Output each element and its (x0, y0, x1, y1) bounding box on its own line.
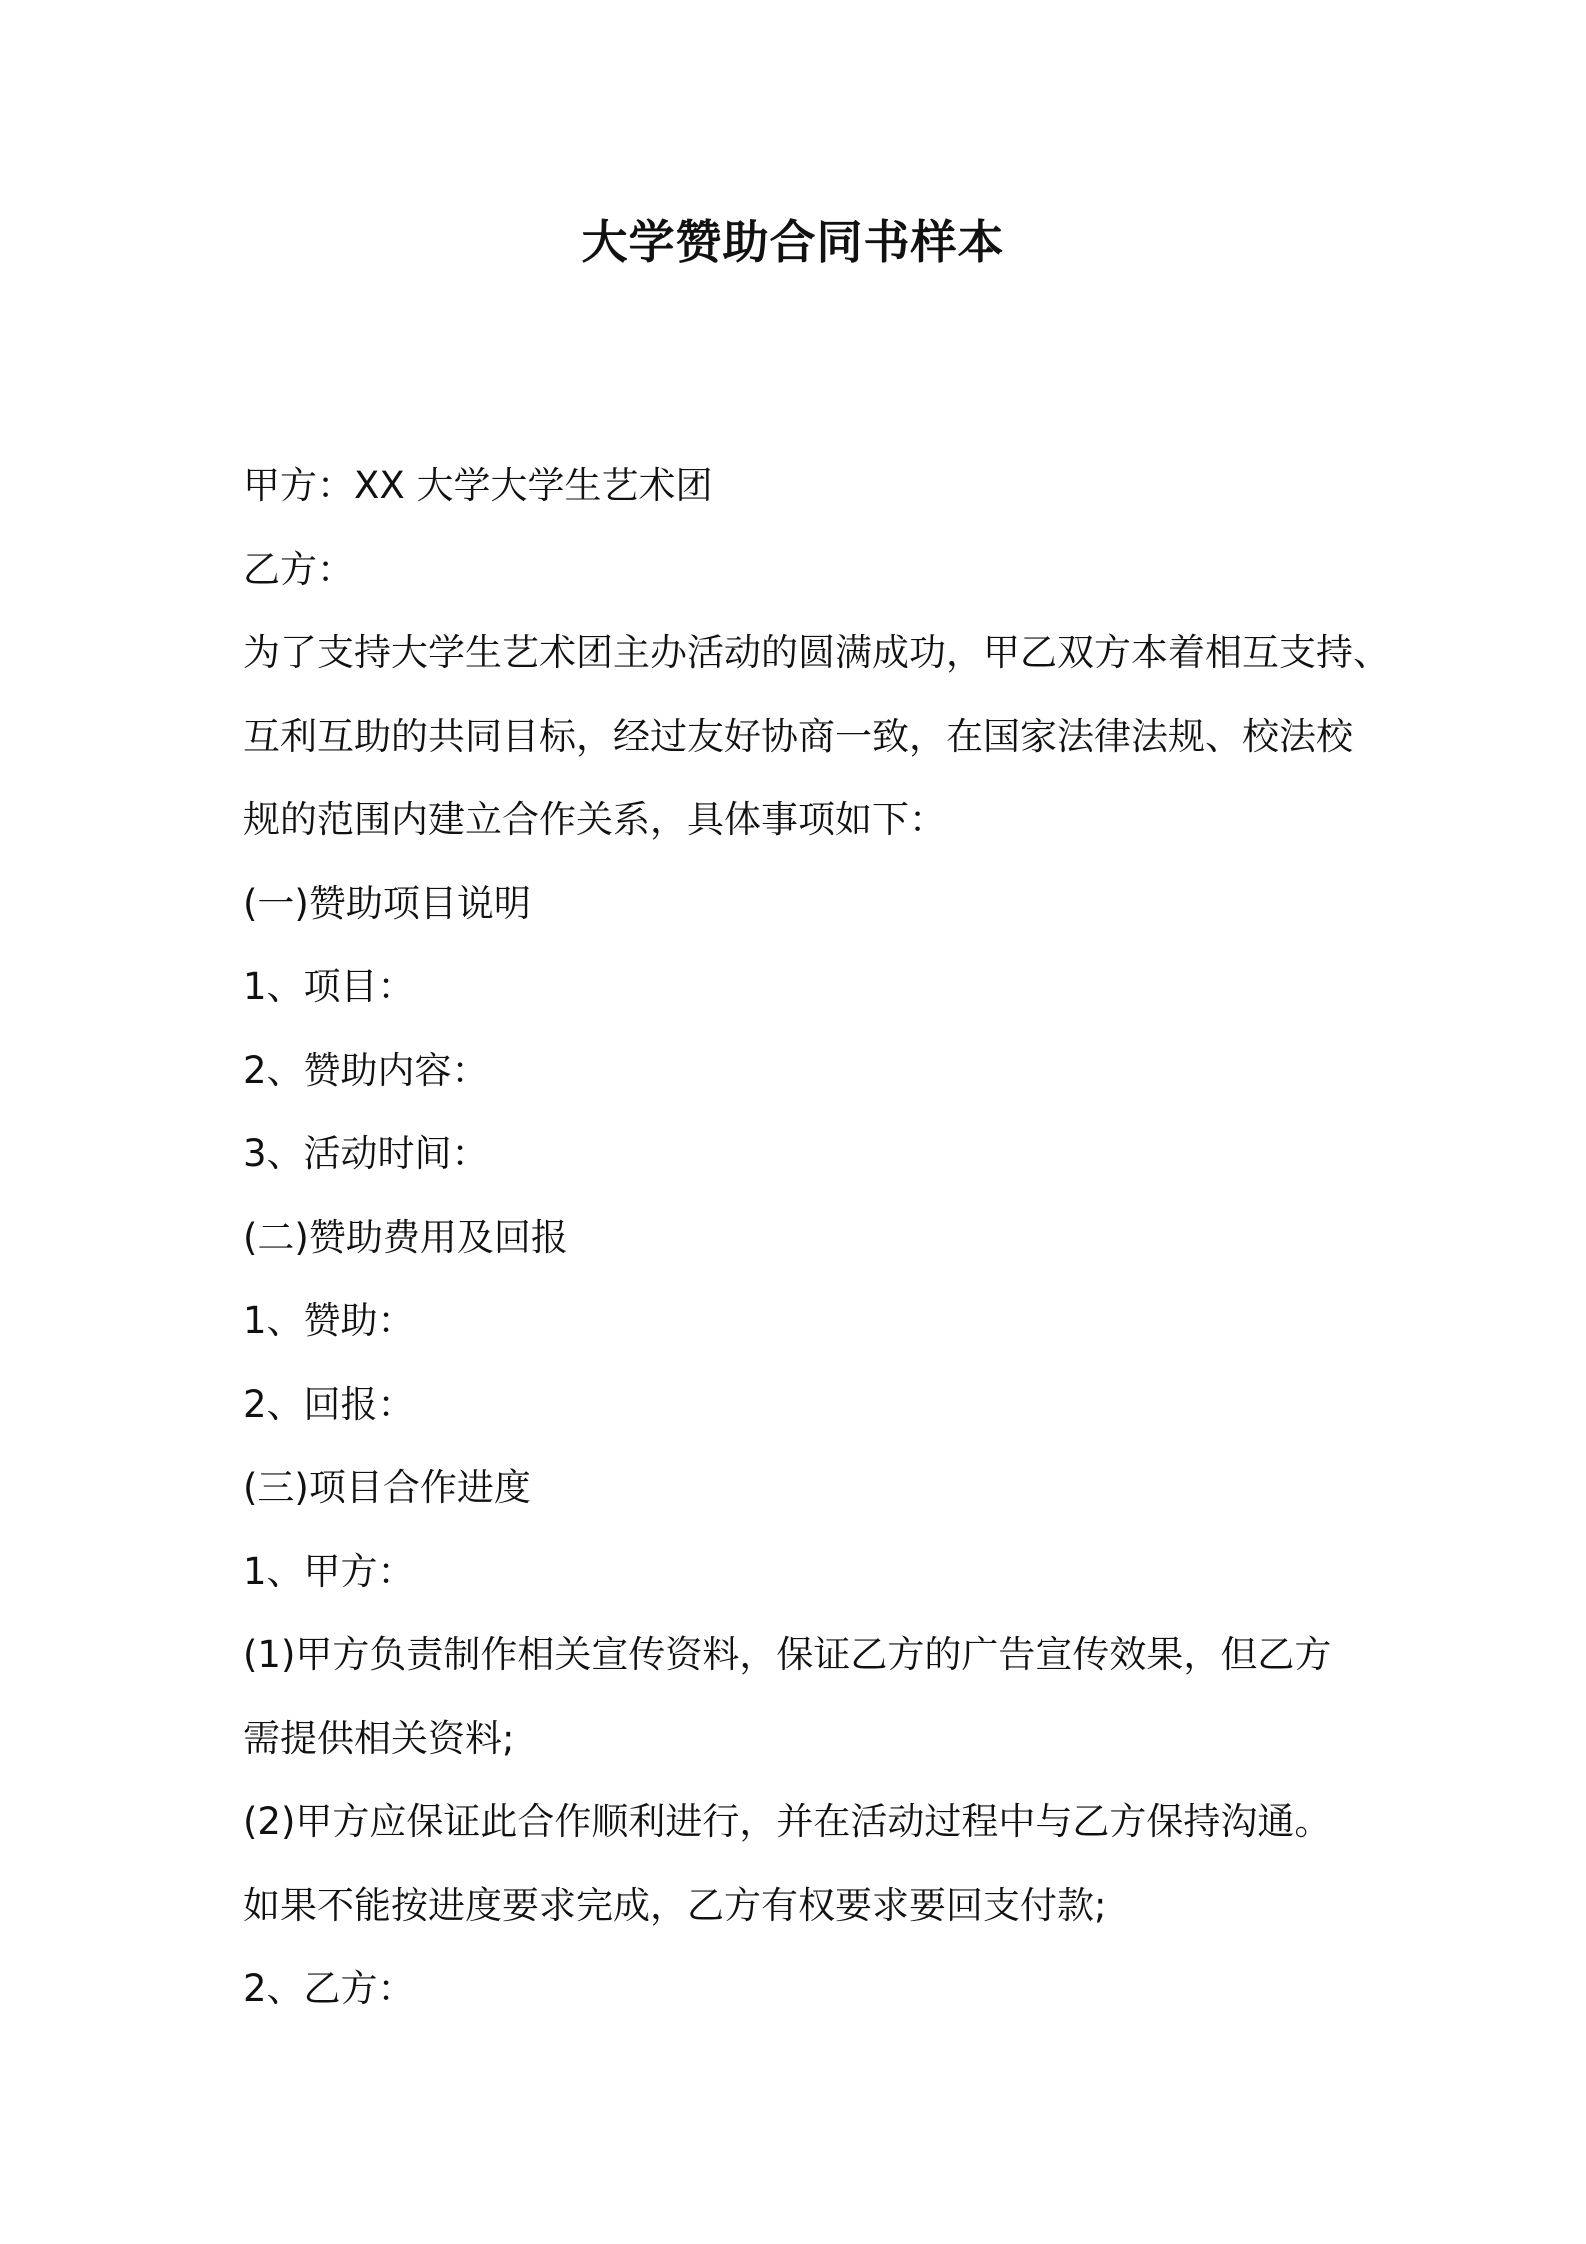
list-item: 2、赞助内容： (243, 1048, 489, 1092)
party-a-line: 甲方：XX 大学大学生艺术团 (243, 464, 713, 507)
intro-paragraph-line-2: 互利互助的共同目标，经过友好协商一致，在国家法律法规、校法校 (243, 714, 1353, 758)
intro-paragraph-line-1: 为了支持大学生艺术团主办活动的圆满成功，甲乙双方本着相互支持、 (243, 631, 1390, 674)
clause-line: 需提供相关资料; (243, 1716, 515, 1760)
document-title: 大学赞助合同书样本 (581, 215, 1005, 269)
clause-line: (2)甲方应保证此合作顺利进行，并在活动过程中与乙方保持沟通。 (243, 1800, 1332, 1843)
document-body (243, 444, 1390, 2031)
clause-line: 如果不能按进度要求完成，乙方有权要求要回支付款; (243, 1883, 1107, 1927)
intro-paragraph-line-3: 规的范围内建立合作关系，具体事项如下： (243, 798, 946, 841)
party-b-line: 乙方： (243, 547, 354, 591)
clause-line: (1)甲方负责制作相关宣传资料，保证乙方的广告宣传效果，但乙方 (243, 1633, 1332, 1676)
list-item: 2、乙方： (243, 1967, 415, 2010)
list-item: 1、甲方： (243, 1549, 415, 1593)
list-item: 2、回报： (243, 1382, 415, 1426)
list-item: 3、活动时间： (243, 1132, 489, 1175)
section-heading-3: (三)项目合作进度 (243, 1466, 531, 1509)
list-item: 1、项目： (243, 965, 415, 1008)
section-heading-2: (二)赞助费用及回报 (243, 1215, 568, 1259)
list-item: 1、赞助： (243, 1299, 415, 1342)
section-heading-1: (一)赞助项目说明 (243, 881, 531, 925)
